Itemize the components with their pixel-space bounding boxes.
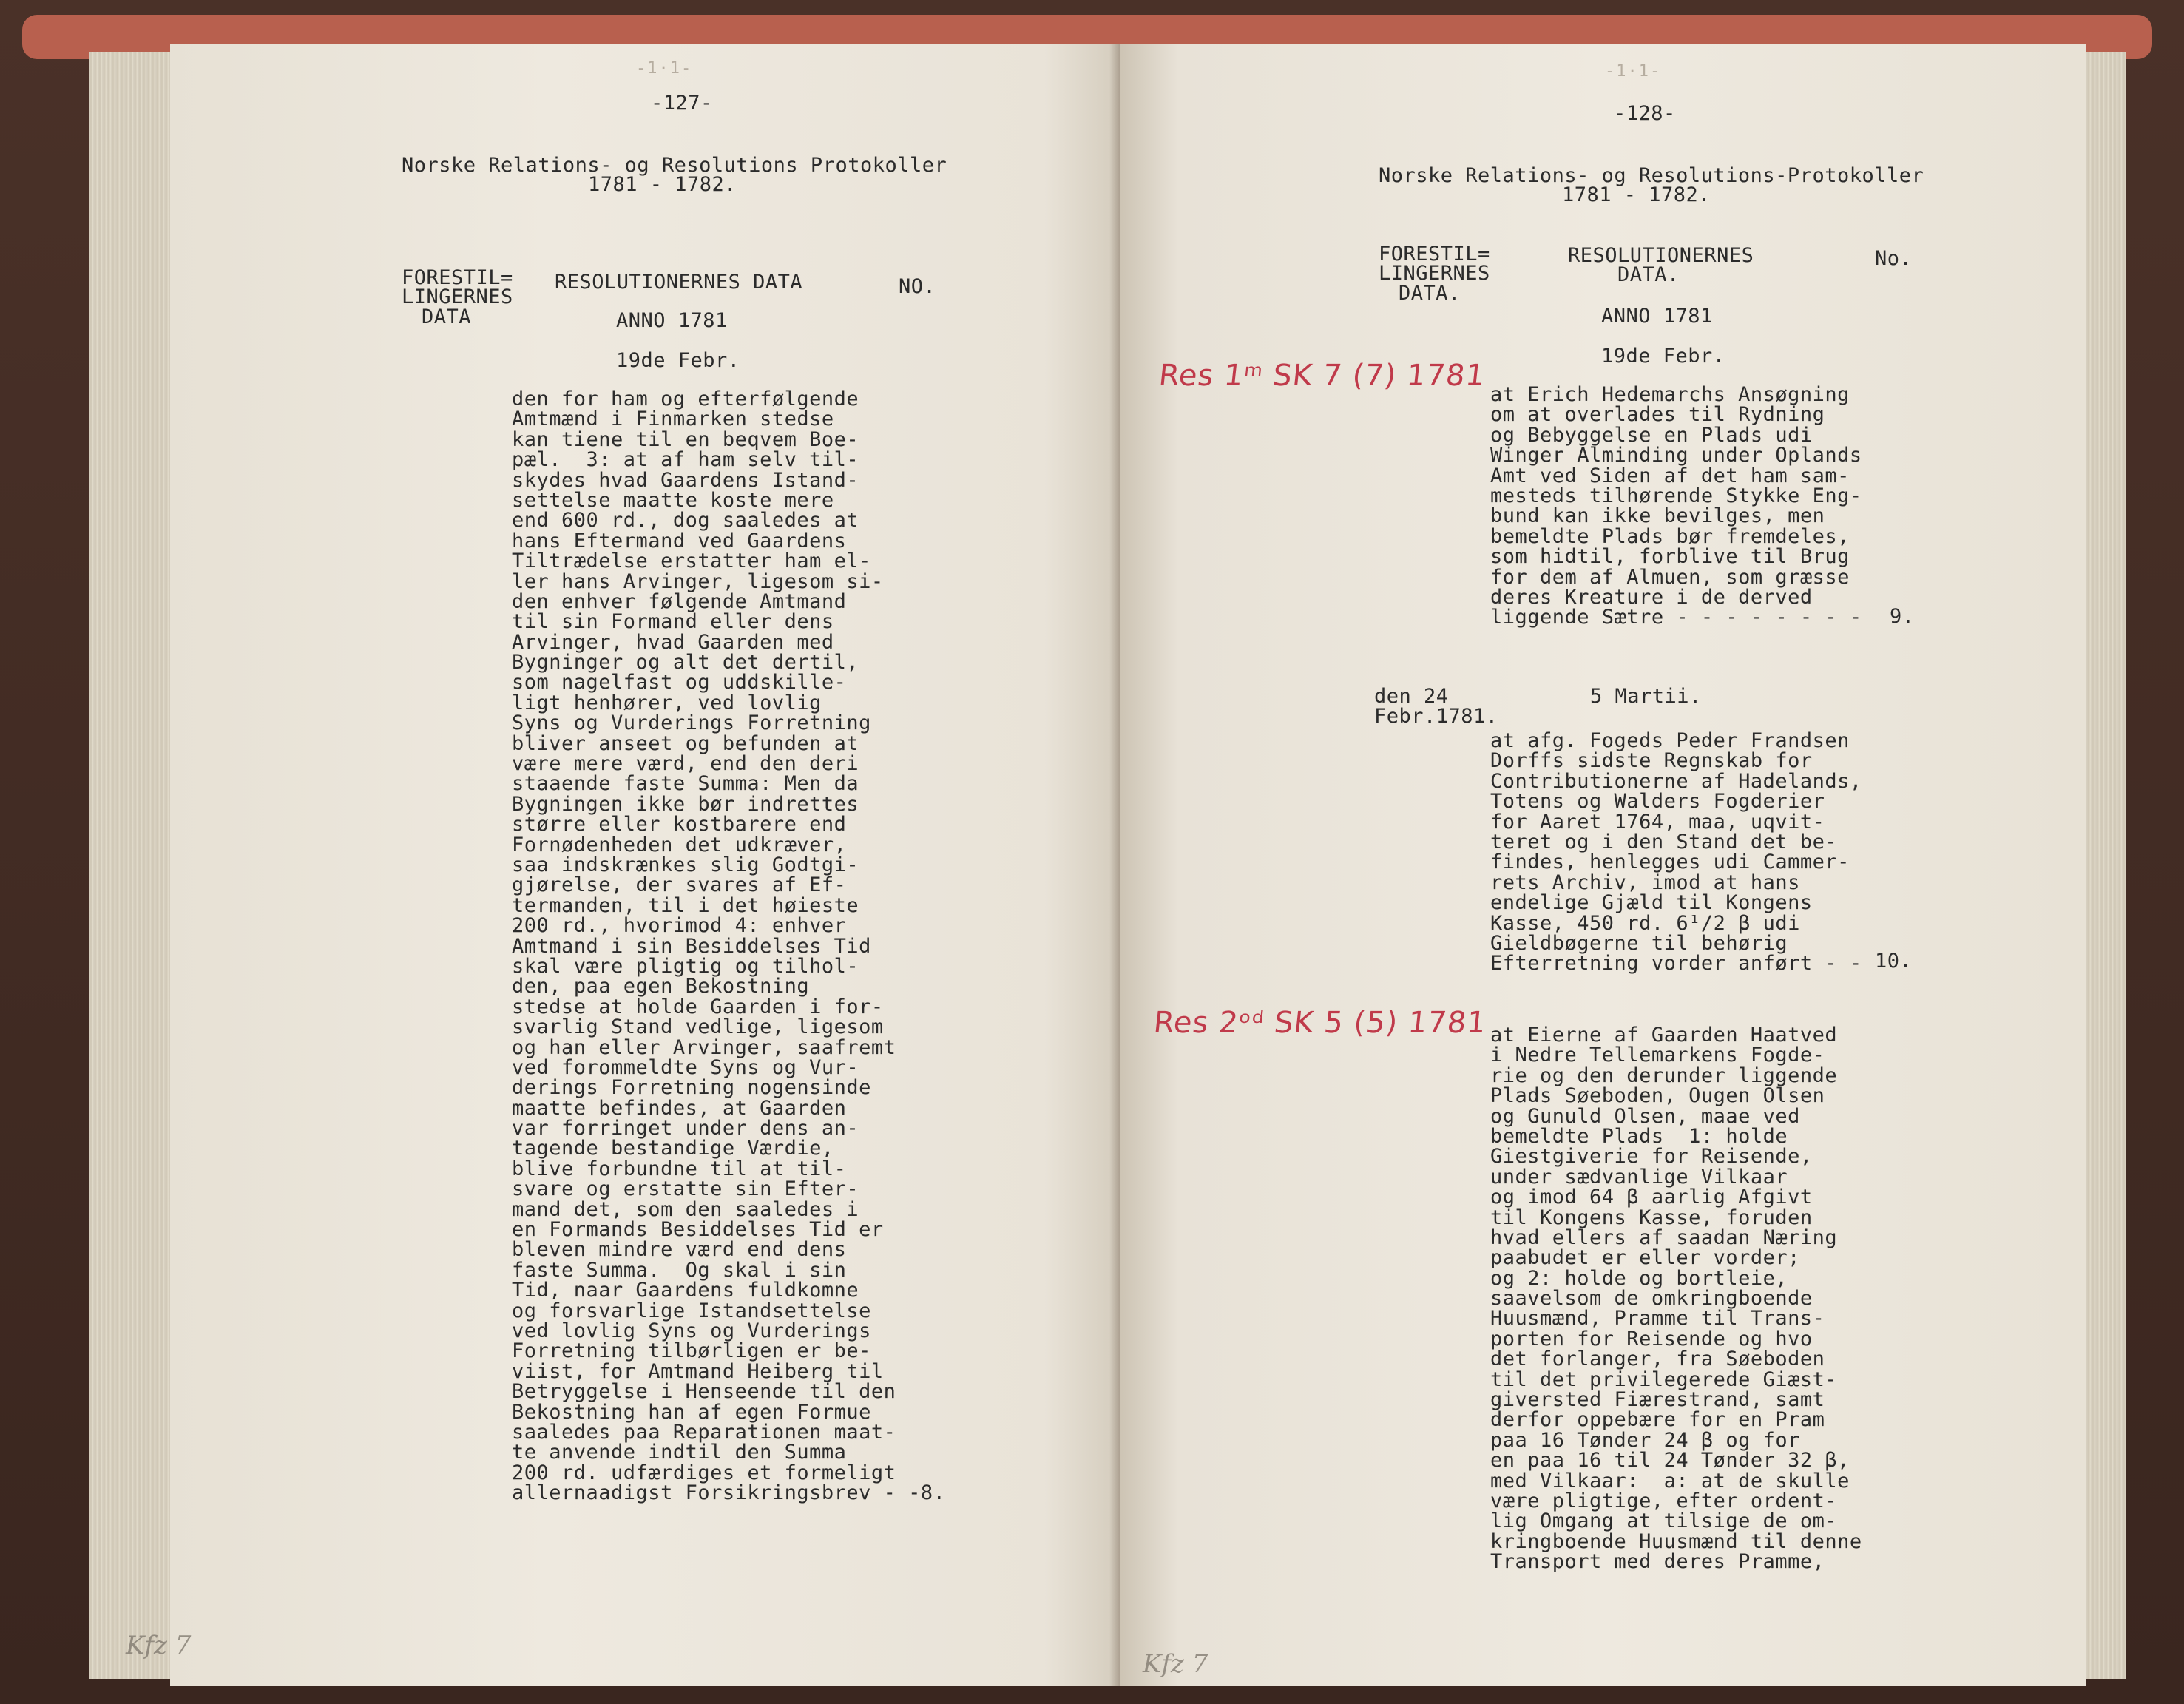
text-line: pæl. 3: at af ham selv til- — [512, 448, 859, 472]
text-line: derings Forretning nogensinde — [512, 1076, 871, 1100]
text-line: stedse at holde Gaarden i for- — [512, 995, 884, 1018]
text-line: Arvinger, hvad Gaarden med — [512, 630, 834, 654]
resolution-entry-10 — [1490, 731, 1862, 974]
text-line: Winger Alminding under Oplands — [1490, 444, 1862, 467]
col-resolution-header-1: RESOLUTIONERNES — [1568, 244, 1754, 267]
text-line: saavelsom de omkringboende — [1490, 1287, 1813, 1311]
text-line: mand det, som den saaledes i — [512, 1197, 859, 1221]
text-line: være pligtige, efter ordent- — [1490, 1489, 1838, 1512]
text-line: skal være pligtig og tilhol- — [512, 954, 859, 978]
pencil-note: Kfz 7 — [1143, 1649, 1208, 1679]
resolution-entry-9 — [1490, 385, 1862, 628]
entry-10-forestil-1: den 24 — [1374, 685, 1449, 708]
text-line: Dorffs sidste Regnskab for — [1490, 749, 1813, 773]
text-line: kringboende Huusmænd til denne — [1490, 1529, 1862, 1553]
text-line: svare og erstatte sin Efter- — [512, 1177, 859, 1201]
text-line: og imod 64 β aarlig Afgivt — [1490, 1186, 1813, 1209]
right-page — [1120, 44, 2086, 1686]
text-line: tagende bestandige Værdie, — [512, 1137, 834, 1160]
text-line: viist, for Amtmand Heiberg til — [512, 1359, 884, 1383]
text-line: settelse maatte koste mere — [512, 488, 834, 512]
col-forestil-3: DATA. — [1399, 282, 1461, 305]
text-line: gjørelse, der svares af Ef- — [512, 873, 847, 897]
page-edges-left — [89, 52, 174, 1679]
text-line: var forringet under dens an- — [512, 1117, 859, 1140]
anno-label: ANNO 1781 — [1601, 305, 1713, 328]
date-label: 19de Febr. — [616, 349, 740, 372]
text-line: Bekostning han af egen Formue — [512, 1400, 871, 1424]
text-line: at Eierne af Gaarden Haatved — [1490, 1024, 1838, 1047]
text-line: og forsvarlige Istandsettelse — [512, 1299, 871, 1322]
text-line: allernaadigst Forsikringsbrev - -8. — [512, 1481, 946, 1505]
text-line: rets Archiv, imod at hans — [1490, 870, 1800, 894]
text-line: liggende Sætre - - - - - - - - — [1490, 606, 1862, 629]
text-line: som nagelfast og uddskille- — [512, 671, 847, 694]
text-line: te anvende indtil den Summa — [512, 1441, 847, 1464]
col-forestil-2: LINGERNES — [402, 285, 513, 308]
text-line: Amtmænd i Finmarken stedse — [512, 408, 834, 431]
text-line: hans Eftermand ved Gaardens — [512, 529, 847, 552]
text-line: bliver anseet og befunden at — [512, 731, 859, 755]
text-line: paabudet er eller vorder; — [1490, 1246, 1800, 1270]
text-line: at afg. Fogeds Peder Frandsen — [1490, 729, 1850, 752]
red-annotation-1: Res 1ᵐ SK 7 (7) 1781 — [1157, 359, 1487, 393]
page-number: -127- — [651, 92, 713, 115]
text-line: under sædvanlige Vilkaar — [1490, 1165, 1788, 1189]
text-line: Efterretning vorder anført - - — [1490, 952, 1862, 976]
text-line: om at overlades til Rydning — [1490, 403, 1825, 427]
text-line: hvad ellers af saadan Næring — [1490, 1225, 1838, 1249]
text-line: og 2: holde og bortleie, — [1490, 1266, 1788, 1290]
text-line: findes, henlegges udi Cammer- — [1490, 851, 1850, 874]
text-line: teret og i den Stand det be- — [1490, 830, 1838, 853]
text-line: og Gunuld Olsen, maae ved — [1490, 1104, 1800, 1128]
text-line: bleven mindre værd end dens — [512, 1238, 847, 1262]
resolution-text — [512, 389, 945, 1503]
text-line: den for ham og efterfølgende — [512, 388, 859, 410]
document-title: Norske Relations- og Resolutions-Protokoller — [1379, 164, 1924, 187]
col-forestil-1: FORESTIL= — [1379, 243, 1490, 266]
faint-mark: -1·1- — [1605, 62, 1662, 81]
document-years: 1781 - 1782. — [1562, 183, 1711, 206]
text-line: for dem af Almuen, som græsse — [1490, 565, 1850, 589]
text-line: kan tiene til en beqvem Boe- — [512, 427, 859, 451]
text-line: termanden, til i det høieste — [512, 893, 859, 917]
text-line: Tid, naar Gaardens fuldkomne — [512, 1279, 859, 1302]
text-line: Totens og Walders Fogderier — [1490, 790, 1825, 814]
text-line: det forlanger, fra Søeboden — [1490, 1348, 1825, 1371]
text-line: med Vilkaar: a: at de skulle — [1490, 1469, 1850, 1492]
col-forestil-1: FORESTIL= — [402, 266, 513, 289]
left-page — [126, 44, 1120, 1686]
text-line: for Aaret 1764, maa, uqvit- — [1490, 810, 1825, 834]
text-line: porten for Reisende og hvo — [1490, 1327, 1813, 1350]
text-line: Fornødenheden det udkræver, — [512, 833, 847, 856]
col-forestil-3: DATA — [422, 305, 472, 328]
anno-label: ANNO 1781 — [616, 309, 728, 332]
text-line: Transport med deres Pramme, — [1490, 1550, 1825, 1574]
entry-10-number: 10. — [1875, 950, 1913, 973]
text-line: Plads Søeboden, Ougen Olsen — [1490, 1084, 1825, 1108]
text-line: blive forbundne til at til- — [512, 1157, 847, 1180]
text-line: end 600 rd., dog saaledes at — [512, 509, 859, 532]
document-years: 1781 - 1782. — [588, 173, 737, 196]
red-annotation-2: Res 2ᵒᵈ SK 5 (5) 1781 — [1152, 1006, 1489, 1040]
text-line: bemeldte Plads 1: holde — [1490, 1124, 1788, 1148]
text-line: ved lovlig Syns og Vurderings — [512, 1319, 871, 1342]
text-line: bund kan ikke bevilges, men — [1490, 504, 1825, 528]
text-line: bemeldte Plads bør fremdeles, — [1490, 524, 1850, 548]
text-line: saa indskrænkes slig Godtgi- — [512, 853, 859, 876]
text-line: ligt henhører, ved lovlig — [512, 691, 822, 714]
text-line: Betryggelse i Henseende til den — [512, 1380, 896, 1404]
text-line: til Kongens Kasse, foruden — [1490, 1206, 1813, 1229]
entry-10-forestil-2: Febr.1781. — [1374, 705, 1498, 728]
col-resolution-header: RESOLUTIONERNES DATA — [555, 271, 803, 294]
text-line: være mere værd, end den deri — [512, 752, 859, 776]
page-number: -128- — [1614, 102, 1676, 125]
text-line: Gieldbøgerne til behørig — [1490, 931, 1788, 955]
text-line: svarlig Stand vedlige, ligesom — [512, 1015, 884, 1039]
text-line: en Formands Besiddelses Tid er — [512, 1218, 884, 1242]
page-edges-right — [2082, 52, 2126, 1679]
text-line: derfor oppebære for en Pram — [1490, 1408, 1825, 1432]
text-line: Huusmænd, Pramme til Trans- — [1490, 1307, 1825, 1331]
text-line: Bygningen ikke bør indrettes — [512, 792, 859, 816]
col-resolution-header-2: DATA. — [1617, 263, 1680, 286]
text-line: til sin Formand eller dens — [512, 610, 834, 634]
text-line: skydes hvad Gaardens Istand- — [512, 468, 859, 492]
text-line: maatte befindes, at Gaarden — [512, 1096, 847, 1120]
text-line: en paa 16 til 24 Tønder 32 β, — [1490, 1449, 1850, 1473]
text-line: og Bebyggelse en Plads udi — [1490, 423, 1813, 447]
text-line: 200 rd. udfærdiges et formeligt — [512, 1461, 896, 1484]
text-line: saaledes paa Reparationen maat- — [512, 1420, 896, 1444]
col-no-header: NO. — [899, 275, 936, 298]
text-line: ler hans Arvinger, ligesom si- — [512, 569, 884, 593]
text-line: til det privilegerede Giæst- — [1490, 1367, 1838, 1391]
text-line: lig Omgang at tilsige de om- — [1490, 1509, 1838, 1533]
resolution-entry-11 — [1490, 1025, 1862, 1572]
text-line: den enhver følgende Amtmand — [512, 589, 847, 613]
text-line: Syns og Vurderings Forretning — [512, 711, 871, 735]
entry-10-date: 5 Martii. — [1590, 685, 1702, 708]
text-line: mesteds tilhørende Stykke Eng- — [1490, 484, 1862, 507]
text-line: som hidtil, forblive til Brug — [1490, 545, 1850, 569]
faint-mark: -1·1- — [636, 59, 693, 78]
entry-9-number: 9. — [1890, 605, 1915, 628]
text-line: 200 rd., hvorimod 4: enhver — [512, 914, 847, 938]
text-line: i Nedre Tellemarkens Fogde- — [1490, 1044, 1825, 1067]
text-line: Bygninger og alt det dertil, — [512, 651, 859, 674]
text-line: rie og den derunder liggende — [1490, 1064, 1838, 1087]
text-line: deres Kreature i de derved — [1490, 585, 1813, 609]
text-line: Kasse, 450 rd. 6¹/2 β udi — [1490, 911, 1800, 935]
text-line: Tiltrædelse erstatter ham el- — [512, 550, 871, 573]
date-label: 19de Febr. — [1601, 345, 1725, 368]
text-line: Forretning tilbørligen er be- — [512, 1339, 871, 1363]
text-line: Amtmand i sin Besiddelses Tid — [512, 934, 871, 958]
text-line: og han eller Arvinger, saafremt — [512, 1035, 896, 1059]
pencil-note: Kfz 7 — [126, 1631, 192, 1660]
text-line: ved forommeldte Syns og Vur- — [512, 1055, 859, 1079]
col-forestil-2: LINGERNES — [1379, 262, 1490, 285]
text-line: Giestgiverie for Reisende, — [1490, 1145, 1813, 1169]
text-line: paa 16 Tønder 24 β og for — [1490, 1428, 1800, 1452]
col-no-header: No. — [1875, 247, 1913, 270]
text-line: at Erich Hedemarchs Ansøgning — [1490, 383, 1850, 406]
text-line: den, paa egen Bekostning — [512, 975, 810, 998]
text-line: Contributionerne af Hadelands, — [1490, 769, 1862, 793]
text-line: faste Summa. Og skal i sin — [512, 1258, 847, 1282]
text-line: giversted Fiærestrand, samt — [1490, 1388, 1825, 1412]
text-line: staaende faste Summa: Men da — [512, 772, 859, 796]
text-line: Amt ved Siden af det ham sam- — [1490, 464, 1850, 487]
text-line: endelige Gjæld til Kongens — [1490, 891, 1813, 915]
text-line: større eller kostbarere end — [512, 813, 847, 836]
document-title: Norske Relations- og Resolutions Protokoller — [402, 154, 947, 177]
